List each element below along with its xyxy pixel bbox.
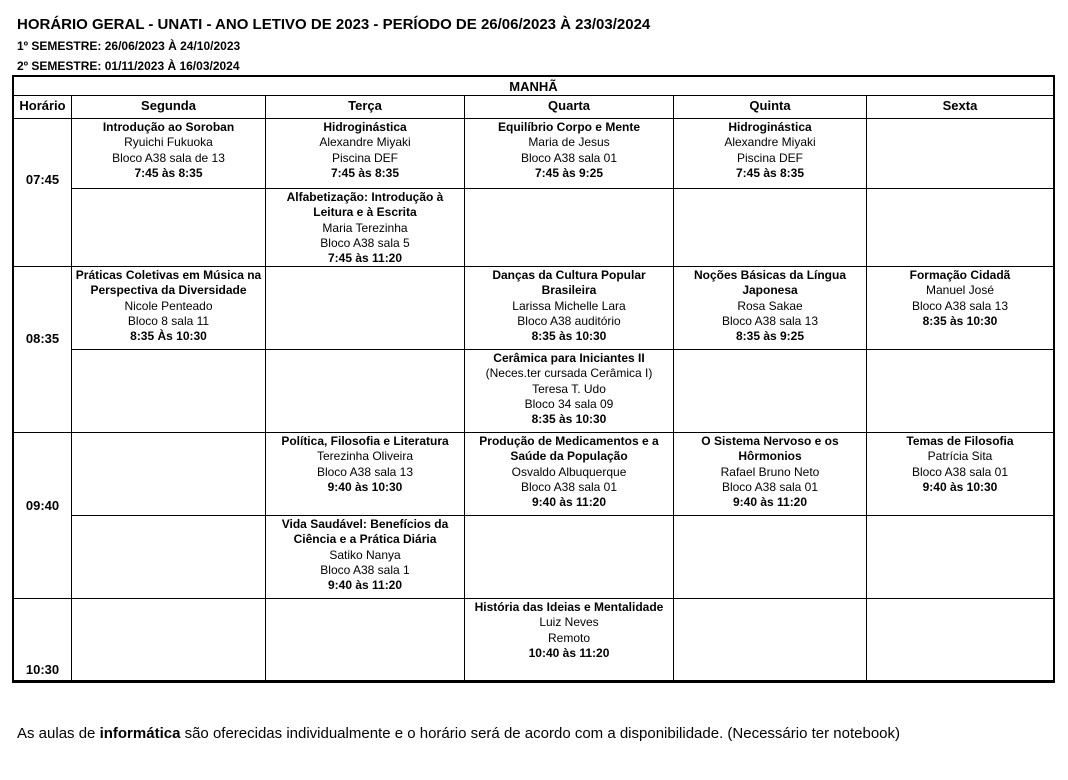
empty-cell bbox=[866, 349, 1054, 433]
empty-cell bbox=[866, 118, 1054, 189]
empty-cell bbox=[71, 349, 266, 433]
class-cell: Noções Básicas da Língua Japonesa Rosa Sakae Bloco A38 sala 13 8:35 às 9:25 bbox=[673, 266, 867, 350]
column-header-terca: Terça bbox=[265, 95, 465, 119]
semester-2-dates: 2º SEMESTRE: 01/11/2023 À 16/03/2024 bbox=[17, 59, 240, 73]
empty-cell bbox=[265, 349, 465, 433]
class-cell: Vida Saudável: Benefícios da Ciência e a Prática Diária Satiko Nanya Bloco A38 sala 1 9:40 às 11:20 bbox=[265, 515, 465, 599]
class-cell: Política, Filosofia e Literatura Terezinha Oliveira Bloco A38 sala 13 9:40 às 10:30 bbox=[265, 432, 465, 516]
page-title: HORÁRIO GERAL - UNATI - ANO LETIVO DE 2023 - PERÍODO DE 26/06/2023 À 23/03/2024 bbox=[17, 16, 651, 33]
empty-cell bbox=[265, 598, 465, 681]
empty-cell bbox=[673, 515, 867, 599]
empty-cell bbox=[673, 598, 867, 681]
empty-cell bbox=[866, 598, 1054, 681]
class-cell: Hidroginástica Alexandre Miyaki Piscina DEF 7:45 às 8:35 bbox=[673, 118, 867, 189]
footer-note: As aulas de informática são oferecidas individualmente e o horário será de acordo com a disponibilidade. (Necessário ter notebook) bbox=[17, 725, 900, 742]
time-cell-0745: 07:45 bbox=[13, 118, 72, 267]
column-header-horario: Horário bbox=[13, 95, 72, 119]
empty-cell bbox=[866, 515, 1054, 599]
class-cell: O Sistema Nervoso e os Hôrmonios Rafael Bruno Neto Bloco A38 sala 01 9:40 às 11:20 bbox=[673, 432, 867, 516]
column-header-quarta: Quarta bbox=[464, 95, 674, 119]
class-cell: Danças da Cultura Popular Brasileira Larissa Michelle Lara Bloco A38 auditório 8:35 às 10:30 bbox=[464, 266, 674, 350]
class-cell: Produção de Medicamentos e a Saúde da População Osvaldo Albuquerque Bloco A38 sala 01 9:40 às 11:20 bbox=[464, 432, 674, 516]
column-header-segunda: Segunda bbox=[71, 95, 266, 119]
time-cell-1030: 10:30 bbox=[13, 598, 72, 681]
empty-cell bbox=[673, 349, 867, 433]
time-cell-0835: 08:35 bbox=[13, 266, 72, 433]
class-cell: Temas de Filosofia Patrícia Sita Bloco A38 sala 01 9:40 às 10:30 bbox=[866, 432, 1054, 516]
time-cell-0940: 09:40 bbox=[13, 432, 72, 599]
empty-cell bbox=[71, 515, 266, 599]
class-cell: Práticas Coletivas em Música na Perspectiva da Diversidade Nicole Penteado Bloco 8 sala 11 8:35 Às 10:30 bbox=[71, 266, 266, 350]
class-cell: Hidroginástica Alexandre Miyaki Piscina DEF 7:45 às 8:35 bbox=[265, 118, 465, 189]
empty-cell bbox=[71, 188, 266, 267]
class-cell: Introdução ao Soroban Ryuichi Fukuoka Bloco A38 sala de 13 7:45 às 8:35 bbox=[71, 118, 266, 189]
empty-cell bbox=[71, 432, 266, 516]
class-cell: Formação Cidadã Manuel José Bloco A38 sala 13 8:35 às 10:30 bbox=[866, 266, 1054, 350]
class-cell: História das Ideias e Mentalidade Luiz Neves Remoto 10:40 às 11:20 bbox=[464, 598, 674, 681]
class-cell: Cerâmica para Iniciantes II (Neces.ter cursada Cerâmica I) Teresa T. Udo Bloco 34 sala 09 8:35 às 10:30 bbox=[464, 349, 674, 433]
empty-cell bbox=[265, 266, 465, 350]
class-cell: Equilíbrio Corpo e Mente Maria de Jesus Bloco A38 sala 01 7:45 às 9:25 bbox=[464, 118, 674, 189]
column-header-sexta: Sexta bbox=[866, 95, 1054, 119]
class-cell: Alfabetização: Introdução à Leitura e à Escrita Maria Terezinha Bloco A38 sala 5 7:45 às 11:20 bbox=[265, 188, 465, 267]
period-header: MANHÃ bbox=[13, 76, 1054, 96]
semester-1-dates: 1º SEMESTRE: 26/06/2023 À 24/10/2023 bbox=[17, 39, 241, 53]
empty-cell bbox=[673, 188, 867, 267]
column-header-quinta: Quinta bbox=[673, 95, 867, 119]
empty-cell bbox=[71, 598, 266, 681]
empty-cell bbox=[464, 188, 674, 267]
empty-cell bbox=[866, 188, 1054, 267]
empty-cell bbox=[464, 515, 674, 599]
